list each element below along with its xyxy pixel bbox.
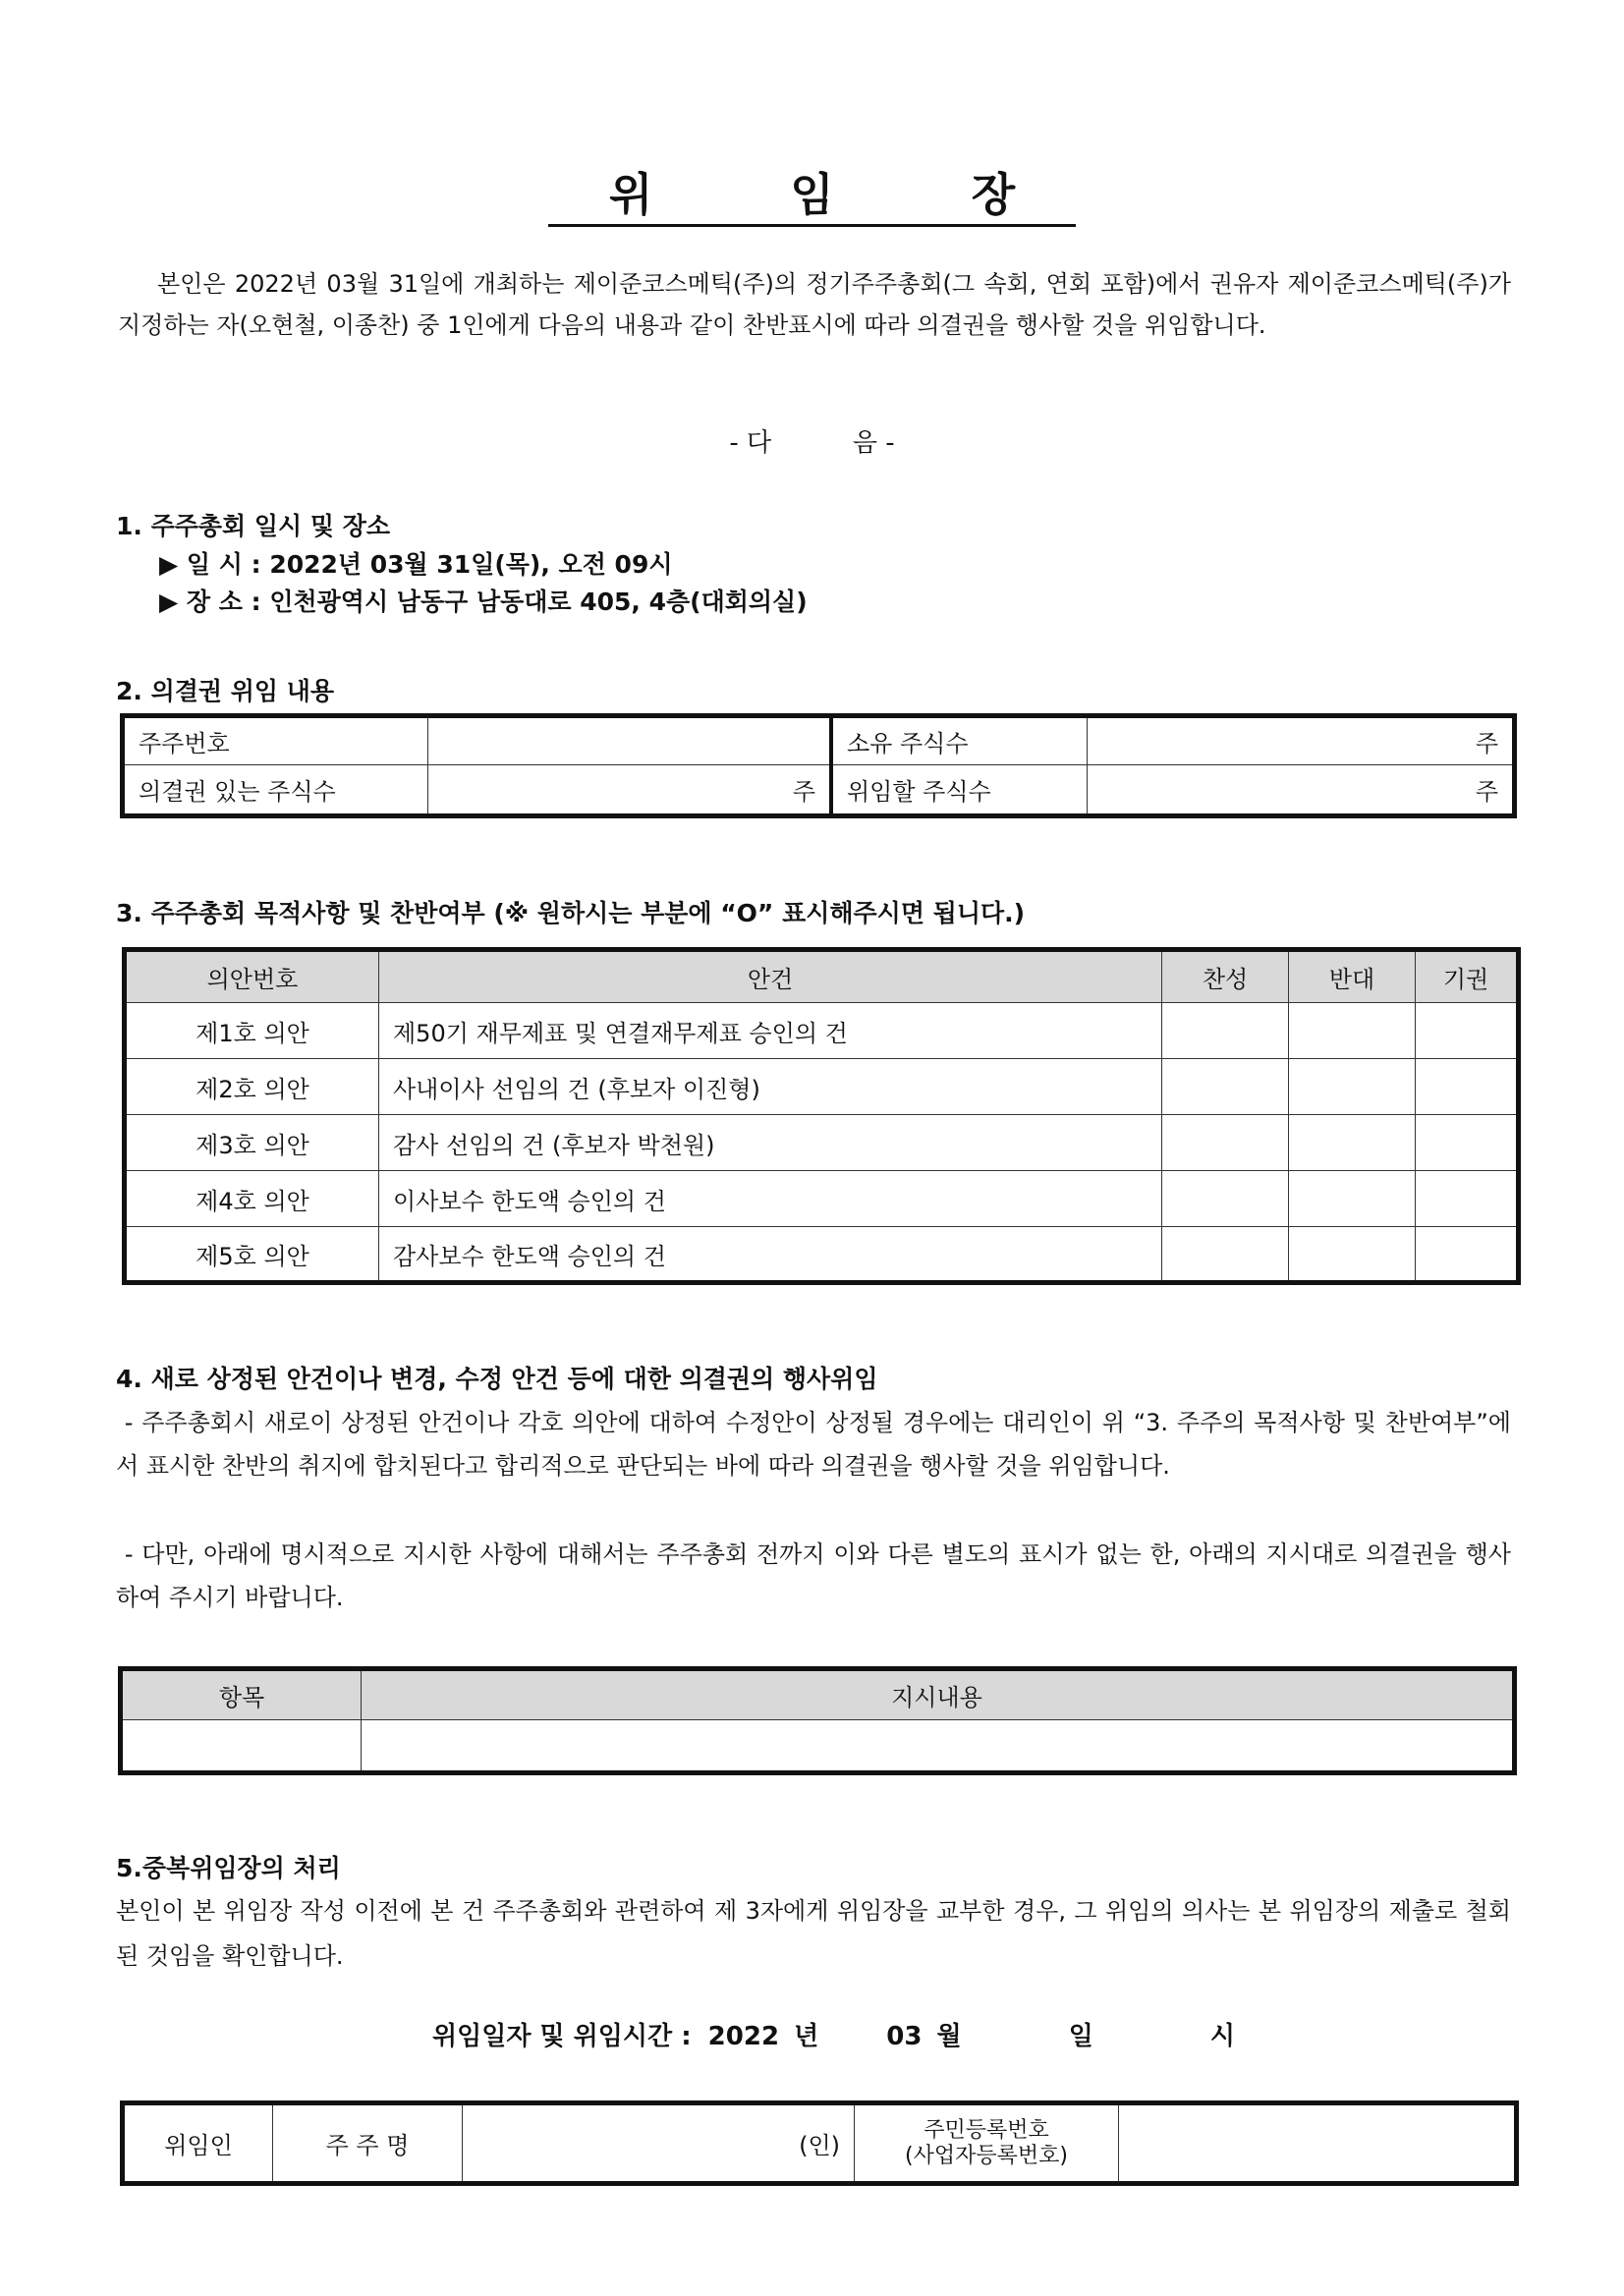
col-abstain: 기권 [1416, 950, 1519, 1003]
id-label-line2: (사업자등록번호) [905, 2143, 1068, 2168]
date-year-unit: 년 [794, 2022, 819, 2051]
agenda-item: 감사보수 한도액 승인의 건 [379, 1227, 1162, 1283]
shareholder-name-value[interactable] [463, 2103, 855, 2184]
date-month-unit: 월 [936, 2022, 962, 2051]
date-month[interactable]: 03 [886, 2022, 923, 2051]
approve-cell[interactable] [1162, 1003, 1289, 1059]
section4-heading: 4. 새로 상정된 안건이나 변경, 수정 안건 등에 대한 의결권의 행사위임 [116, 1365, 878, 1393]
agenda-table [122, 947, 1521, 1285]
shareholder-no-label: 주주번호 [123, 716, 428, 765]
id-number-label [855, 2103, 1119, 2184]
seal-mark: (인) [799, 2132, 840, 2159]
voting-shares-label: 의결권 있는 주식수 [123, 765, 428, 816]
title-text: 위 임 장 [548, 165, 1076, 227]
intro-paragraph: 본인은 2022년 03월 31일에 개최하는 제이준코스메틱(주)의 정기주주총회(그 속회, 연회 포함)에서 권유자 제이준코스메틱(주)가 지정하는 자(오현철, 이종찬) 중 1인에게 다음의 내용과 같이 찬반표시에 따라 의결권을 행사할 것을 위임합니다. [118, 270, 1511, 339]
oppose-cell[interactable] [1289, 1059, 1416, 1115]
owned-shares-value[interactable] [1088, 716, 1515, 765]
unit: 주 [1475, 730, 1498, 757]
agenda-item: 제50기 재무제표 및 연결재무제표 승인의 건 [379, 1003, 1162, 1059]
instruction-table [118, 1666, 1517, 1775]
shareholder-name-label: 주 주 명 [273, 2103, 463, 2184]
oppose-cell[interactable] [1289, 1115, 1416, 1171]
agenda-no: 제1호 의안 [125, 1003, 379, 1059]
meeting-place: ▶ 장 소 : 인천광역시 남동구 남동대로 405, 4층(대회의실) [159, 588, 808, 616]
col-agenda-item: 안건 [379, 950, 1162, 1003]
approve-cell[interactable] [1162, 1115, 1289, 1171]
instruction-cell[interactable] [362, 1720, 1515, 1773]
col-approve: 찬성 [1162, 950, 1289, 1003]
delegated-shares-label: 위임할 주식수 [831, 765, 1088, 816]
agenda-no: 제5호 의안 [125, 1227, 379, 1283]
col-agenda-no: 의안번호 [125, 950, 379, 1003]
date-year[interactable]: 2022 [707, 2022, 780, 2051]
agenda-no: 제4호 의안 [125, 1171, 379, 1227]
owned-shares-label: 소유 주식수 [831, 716, 1088, 765]
col-item: 항목 [121, 1669, 362, 1720]
section5-heading: 5.중복위임장의 처리 [116, 1854, 341, 1882]
delegator-label: 위임인 [123, 2103, 273, 2184]
id-label-line1: 주민등록번호 [924, 2117, 1049, 2143]
date-day-unit: 일 [1068, 2022, 1093, 2051]
section4-paragraph-1: - 주주총회시 새로이 상정된 안건이나 각호 의안에 대하여 수정안이 상정될 경우에는 대리인이 위 “3. 주주의 목적사항 및 찬반여부”에서 표시한 찬반의 취지에 합치된다고 합리적으로 판단되는 바에 따라 의결권을 행사할 것을 위임합니다. [116, 1409, 1511, 1480]
meeting-datetime: ▶ 일 시 : 2022년 03월 31일(목), 오전 09시 [159, 550, 673, 579]
table-row [125, 1059, 1519, 1115]
table-row [125, 1227, 1519, 1283]
table-row [125, 1115, 1519, 1171]
approve-cell[interactable] [1162, 1059, 1289, 1115]
section2-heading: 2. 의결권 위임 내용 [116, 677, 335, 705]
date-label: 위임일자 및 위임시간 : [432, 2022, 692, 2051]
center-heading: - 다 음 - [729, 428, 895, 458]
signature-table [120, 2100, 1519, 2186]
agenda-item: 감사 선임의 건 (후보자 박천원) [379, 1115, 1162, 1171]
date-hour-unit: 시 [1209, 2022, 1236, 2051]
document-title [0, 165, 1624, 227]
section3-heading: 3. 주주총회 목적사항 및 찬반여부 (※ 원하시는 부분에 “O” 표시해주시면 됩니다.) [116, 899, 1026, 927]
abstain-cell[interactable] [1416, 1115, 1519, 1171]
delegated-shares-value[interactable] [1088, 765, 1515, 816]
oppose-cell[interactable] [1289, 1003, 1416, 1059]
col-instruction: 지시내용 [362, 1669, 1515, 1720]
delegation-date-line [432, 2016, 1235, 2052]
section1-heading: 1. 주주총회 일시 및 장소 [116, 512, 391, 540]
agenda-no: 제3호 의안 [125, 1115, 379, 1171]
shareholder-no-value[interactable] [428, 716, 832, 765]
agenda-item: 이사보수 한도액 승인의 건 [379, 1171, 1162, 1227]
delegation-table [120, 713, 1517, 818]
oppose-cell[interactable] [1289, 1227, 1416, 1283]
approve-cell[interactable] [1162, 1227, 1289, 1283]
agenda-no: 제2호 의안 [125, 1059, 379, 1115]
col-oppose: 반대 [1289, 950, 1416, 1003]
voting-shares-value[interactable] [428, 765, 832, 816]
unit: 주 [1475, 778, 1498, 806]
abstain-cell[interactable] [1416, 1059, 1519, 1115]
section5-paragraph: 본인이 본 위임장 작성 이전에 본 건 주주총회와 관련하여 제 3자에게 위임장을 교부한 경우, 그 위임의 의사는 본 위임장의 제출로 철회된 것임을 확인합니다. [116, 1897, 1511, 1970]
id-number-value[interactable] [1119, 2103, 1517, 2184]
table-row [121, 1720, 1515, 1773]
oppose-cell[interactable] [1289, 1171, 1416, 1227]
agenda-item: 사내이사 선임의 건 (후보자 이진형) [379, 1059, 1162, 1115]
abstain-cell[interactable] [1416, 1171, 1519, 1227]
unit: 주 [792, 778, 815, 806]
approve-cell[interactable] [1162, 1171, 1289, 1227]
abstain-cell[interactable] [1416, 1227, 1519, 1283]
abstain-cell[interactable] [1416, 1003, 1519, 1059]
table-row [125, 1003, 1519, 1059]
item-cell[interactable] [121, 1720, 362, 1773]
section4-paragraph-2: - 다만, 아래에 명시적으로 지시한 사항에 대해서는 주주총회 전까지 이와 다른 별도의 표시가 없는 한, 아래의 지시대로 의결권을 행사하여 주시기 바랍니다. [116, 1540, 1511, 1611]
table-row [125, 1171, 1519, 1227]
